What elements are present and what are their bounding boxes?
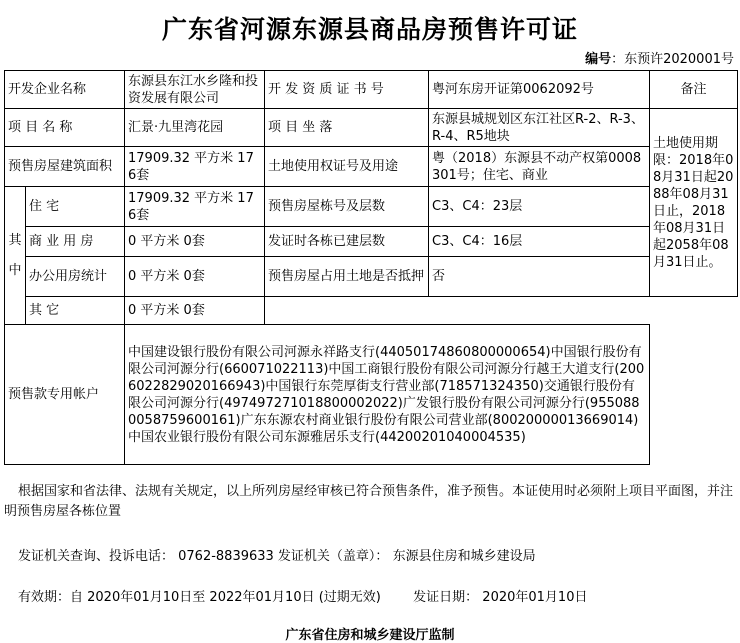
land-label: 土地使用权证号及用途 <box>265 147 429 187</box>
cert-no-value: ：东预许2020001号 <box>611 52 734 67</box>
certificate-title: 广东省河源东源县商品房预售许可证 <box>161 15 578 44</box>
office-value: 0 平方米 0套 <box>125 257 265 297</box>
mortgage-label: 预售房屋占用土地是否抵押 <box>265 257 429 297</box>
footer-supervisor: 广东省住房和城乡建设厅监制 <box>285 628 455 643</box>
other-value: 0 平方米 0套 <box>125 297 265 325</box>
table-row <box>5 187 738 227</box>
area-label: 预售房屋建筑面积 <box>5 147 125 187</box>
office-label: 办公用房统计 <box>26 257 125 297</box>
location-value: 东源县城规划区东江社区R-2、R-3、R-4、R5地块 <box>429 109 650 147</box>
permit-table <box>4 70 738 465</box>
table-row <box>5 109 738 147</box>
table-row <box>5 297 738 325</box>
land-value: 粤（2018）东源县不动产权第0008301号；住宅、商业 <box>429 147 650 187</box>
commercial-label: 商 业 用 房 <box>26 227 125 257</box>
contact-line: 发证机关查询、投诉电话： 0762-8839633 发证机关（盖章）： 东源县住房和城乡建设局 <box>18 549 536 564</box>
qualification-value: 粤河东房开证第0062092号 <box>429 71 650 109</box>
remark-value: 土地使用期限：2018年08月31日起2088年08月31日止，2018年08月31日起2058年08月31日止。 <box>650 109 738 297</box>
account-label: 预售款专用帐户 <box>5 325 125 465</box>
empty-cell <box>265 297 738 325</box>
table-row <box>5 147 738 187</box>
developer-value: 东源县东江水乡隆和投资发展有限公司 <box>125 71 265 109</box>
project-value: 汇景·九里湾花园 <box>125 109 265 147</box>
statement-text: 根据国家和省法律、法规有关规定，以上所列房屋经审核已符合预售条件，准予预售。本证使用时必须附上项目平面图，并注明预售房屋各栋位置 <box>4 484 734 519</box>
project-label: 项 目 名 称 <box>5 109 125 147</box>
built-floors-value: C3、C4：16层 <box>429 227 650 257</box>
residential-value: 17909.32 平方米 176套 <box>125 187 265 227</box>
qualification-label: 开 发 资 质 证 书 号 <box>265 71 429 109</box>
building-label: 预售房屋栋号及层数 <box>265 187 429 227</box>
issue-date: 发证日期： 2020年01月10日 <box>413 590 588 605</box>
table-row <box>5 71 738 109</box>
residential-label: 住 宅 <box>26 187 125 227</box>
developer-label: 开发企业名称 <box>5 71 125 109</box>
certificate-number <box>585 48 734 67</box>
building-value: C3、C4：23层 <box>429 187 650 227</box>
empty-cell <box>650 325 738 465</box>
table-row <box>5 227 738 257</box>
other-label: 其 它 <box>26 297 125 325</box>
mortgage-value: 否 <box>429 257 650 297</box>
location-label: 项 目 坐 落 <box>265 109 429 147</box>
validity-text: 有效期：自 2020年01月10日至 2022年01月10日 (过期无效) <box>18 590 381 605</box>
qizhong-char-1: 其 <box>8 232 22 248</box>
remark-label: 备注 <box>650 71 738 109</box>
built-floors-label: 发证时各栋已建层数 <box>265 227 429 257</box>
table-row <box>5 325 738 465</box>
table-row <box>5 257 738 297</box>
qizhong-char-2: 中 <box>8 262 22 278</box>
commercial-value: 0 平方米 0套 <box>125 227 265 257</box>
qizhong-label <box>5 187 26 325</box>
statement-paragraph <box>4 482 736 522</box>
validity-line <box>18 586 587 605</box>
area-value: 17909.32 平方米 176套 <box>125 147 265 187</box>
account-value: 中国建设银行股份有限公司河源永祥路支行(44050174860800000654)中国银行股份有限公司河源分行(660071022113)中国工商银行股份有限公司河源分行越王大道支行(2006022829020166943)中国银行东莞厚街支行营业部(718571324350)交通银行股份有限公司河源分行(497497271018800002022)广发银行股份有限公司河源分行(9550880058759600161)广东东源农村商业银行股份有限公司营业部(80020000013669014)中国农业银行股份有限公司东源雅居乐支行(44200201040004535) <box>125 325 650 465</box>
cert-no-label: 编号 <box>585 52 612 67</box>
